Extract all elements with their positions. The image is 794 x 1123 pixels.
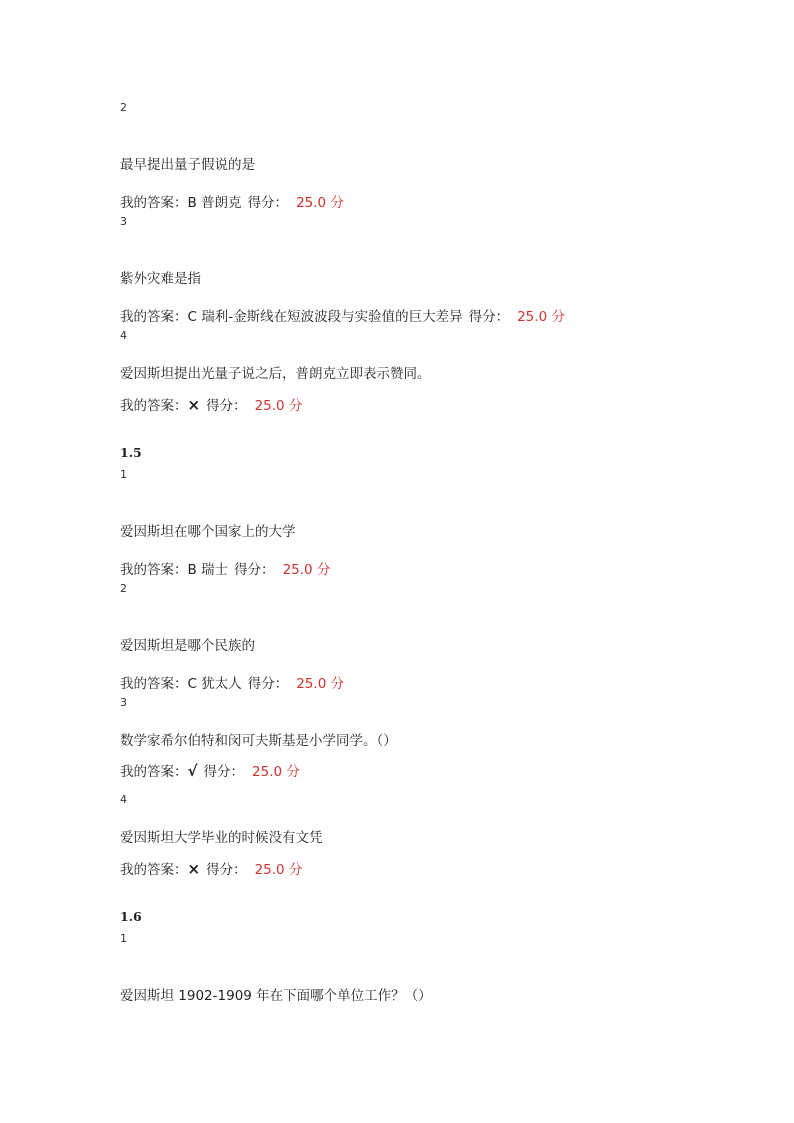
check-mark-icon: √ — [187, 762, 198, 780]
answer-line — [120, 558, 330, 578]
question-number: 2 — [120, 582, 127, 595]
score-value: 25.0 分 — [254, 398, 303, 414]
question-number: 1 — [120, 932, 127, 945]
score-value: 25.0 分 — [517, 309, 565, 325]
score-value: 25.0 分 — [296, 676, 345, 692]
answer-line — [120, 858, 302, 878]
score-value: 25.0 分 — [296, 195, 344, 211]
answer-text: 我的答案： — [120, 862, 188, 878]
answer-text: 我的答案：C 犹太人 — [120, 676, 242, 692]
answer-text: 我的答案：C 瑞利-金斯线在短波波段与实验值的巨大差异 — [120, 309, 463, 325]
cross-mark-icon: × — [187, 396, 201, 414]
question-number: 4 — [120, 793, 127, 806]
question-text: 爱因斯坦是哪个民族的 — [120, 638, 255, 654]
question-number: 4 — [120, 329, 127, 342]
question-text: 最早提出量子假说的是 — [120, 157, 255, 173]
question-number: 1 — [120, 468, 127, 481]
answer-text: 我的答案：B 普朗克 — [120, 195, 242, 211]
answer-line — [120, 191, 344, 211]
score-label: 得分： — [247, 195, 289, 211]
score-value: 25.0 分 — [282, 562, 331, 578]
cross-mark-icon: × — [187, 860, 201, 878]
question-text: 爱因斯坦大学毕业的时候没有文凭 — [120, 830, 323, 846]
question-number: 3 — [120, 215, 127, 228]
score-label: 得分： — [203, 764, 245, 780]
question-text: 爱因斯坦在哪个国家上的大学 — [120, 524, 296, 540]
score-label: 得分： — [234, 562, 275, 578]
score-label: 得分： — [247, 676, 289, 692]
section-heading: 1.6 — [120, 909, 142, 924]
section-heading: 1.5 — [120, 445, 142, 460]
question-text: 数学家希尔伯特和闵可夫斯基是小学同学。（） — [120, 733, 397, 749]
answer-text: 我的答案： — [120, 764, 188, 780]
answer-text: 我的答案： — [120, 398, 188, 414]
answer-text: 我的答案：B 瑞士 — [120, 562, 229, 578]
score-label: 得分： — [206, 398, 247, 414]
question-text: 爱因斯坦 1902-1909 年在下面哪个单位工作？（） — [120, 988, 432, 1004]
question-number: 3 — [120, 696, 127, 709]
question-text: 爱因斯坦提出光量子说之后，普朗克立即表示赞同。 — [120, 366, 431, 382]
question-text: 紫外灾难是指 — [120, 271, 201, 287]
question-number: 2 — [120, 101, 127, 114]
answer-line — [120, 672, 344, 692]
score-value: 25.0 分 — [252, 764, 300, 780]
answer-line — [120, 760, 300, 780]
score-value: 25.0 分 — [254, 862, 303, 878]
answer-line — [120, 394, 302, 414]
score-label: 得分： — [468, 309, 510, 325]
score-label: 得分： — [206, 862, 247, 878]
answer-line — [120, 305, 565, 325]
